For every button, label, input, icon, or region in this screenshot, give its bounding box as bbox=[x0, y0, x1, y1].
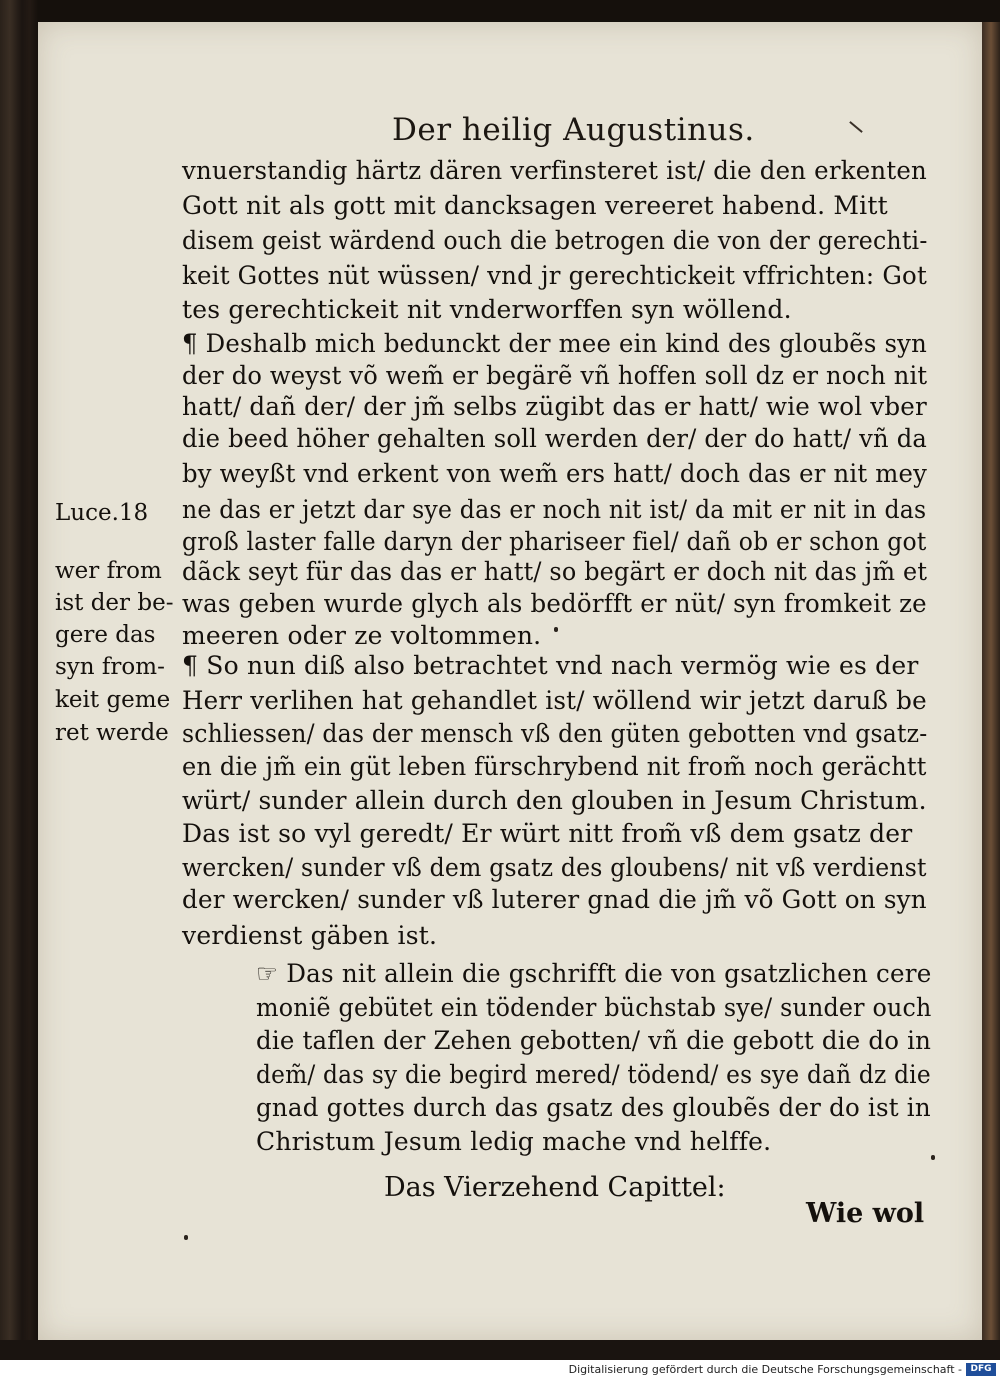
text-line: meeren oder ze voltommen. bbox=[182, 621, 542, 650]
text-line: würt/ sunder allein durch den glouben in Jesum Christum. bbox=[182, 786, 927, 815]
text-line: hatt/ dañ der/ der jm̃ selbs zügibt das er hatt/ wie wol vber bbox=[182, 392, 927, 421]
running-header: Der heilig Augustinus. bbox=[392, 112, 755, 148]
funding-credit: Digitalisierung gefördert durch die Deutsche Forschungsgemeinschaft - bbox=[568, 1363, 962, 1376]
text-line: ¶ Deshalb mich bedunckt der mee ein kind des gloubẽs syn bbox=[182, 329, 928, 358]
text-line: verdienst gäben ist. bbox=[182, 921, 438, 950]
margin-line: ret werde bbox=[55, 720, 169, 746]
note-line: gnad gottes durch das gsatz des gloubẽs der do ist in bbox=[256, 1093, 931, 1122]
footer-bar bbox=[0, 1360, 1000, 1380]
text-line: ¶ So nun diß also betrachtet vnd nach vermög wie es der bbox=[182, 651, 919, 680]
ink-speck bbox=[554, 627, 558, 632]
note-line: dem̃/ das sy die begird mered/ tödend/ es sye dañ dz die bbox=[256, 1060, 931, 1089]
text-line: ne das er jetzt dar sye das er noch nit ist/ da mit er nit in das bbox=[182, 495, 927, 524]
scan-bottom-edge bbox=[0, 1340, 1000, 1360]
book-edge bbox=[982, 22, 1000, 1340]
margin-line: syn from- bbox=[55, 654, 165, 680]
text-line: die beed höher gehalten soll werden der/ der do hatt/ vñ da bbox=[182, 424, 928, 453]
dfg-logo: DFG bbox=[966, 1363, 996, 1376]
text-line: Das ist so vyl geredt/ Er würt nitt from̃ vß dem gsatz der bbox=[182, 819, 913, 848]
note-line: moniẽ gebütet ein tödender büchstab sye/ sunder ouch bbox=[256, 993, 932, 1022]
text-line: der wercken/ sunder vß luterer gnad die jm̃ võ Gott on syn bbox=[182, 885, 927, 914]
text-line: by weyßt vnd erkent von wem̃ ers hatt/ doch das er nit mey bbox=[182, 459, 928, 488]
text-line: der do weyst võ wem̃ er begärẽ vñ hoffen soll dz er noch nit bbox=[182, 361, 928, 390]
text-line: Gott nit als gott mit dancksagen vereeret habend. Mitt bbox=[182, 191, 888, 220]
note-line: die taflen der Zehen gebotten/ vñ die gebott die do in bbox=[256, 1026, 932, 1055]
margin-line: gere das bbox=[55, 622, 156, 648]
chapter-title: Das Vierzehend Capittel: bbox=[384, 1172, 726, 1203]
text-line: dãck seyt für das das er hatt/ so begärt er doch nit das jm̃ et bbox=[182, 557, 928, 586]
text-line: en die jm̃ ein güt leben fürschrybend nit from̃ noch gerächtt bbox=[182, 752, 927, 781]
margin-line: wer from bbox=[55, 558, 162, 584]
ink-speck bbox=[184, 1235, 188, 1240]
text-line: schliessen/ das der mensch vß den güten gebotten vnd gsatz- bbox=[182, 719, 928, 748]
text-line: groß laster falle daryn der phariseer fiel/ dañ ob er schon got bbox=[182, 527, 927, 556]
text-line: was geben wurde glych als bedörfft er nüt/ syn fromkeit ze bbox=[182, 589, 927, 618]
text-line: disem geist wärdend ouch die betrogen die von der gerechti- bbox=[182, 226, 928, 255]
margin-line: Luce.18 bbox=[55, 500, 149, 526]
text-line: vnuerstandig härtz dären verfinsteret ist/ die den erkenten bbox=[182, 156, 927, 185]
ink-speck bbox=[931, 1155, 935, 1160]
text-line: wercken/ sunder vß dem gsatz des gloubens/ nit vß verdienst bbox=[182, 853, 927, 882]
text-line: Herr verlihen hat gehandlet ist/ wöllend wir jetzt daruß be bbox=[182, 686, 927, 715]
catchword: Wie wol bbox=[806, 1198, 925, 1229]
margin-line: keit geme bbox=[55, 687, 171, 713]
text-line: keit Gottes nüt wüssen/ vnd jr gerechtickeit vffrichten: Got bbox=[182, 261, 927, 290]
margin-line: ist der be- bbox=[55, 590, 174, 616]
text-line: tes gerechtickeit nit vnderworffen syn wöllend. bbox=[182, 295, 792, 324]
note-line: ☞ Das nit allein die gschrifft die von gsatzlichen cere bbox=[256, 959, 932, 988]
note-line: Christum Jesum ledig mache vnd helffe. bbox=[256, 1127, 772, 1156]
